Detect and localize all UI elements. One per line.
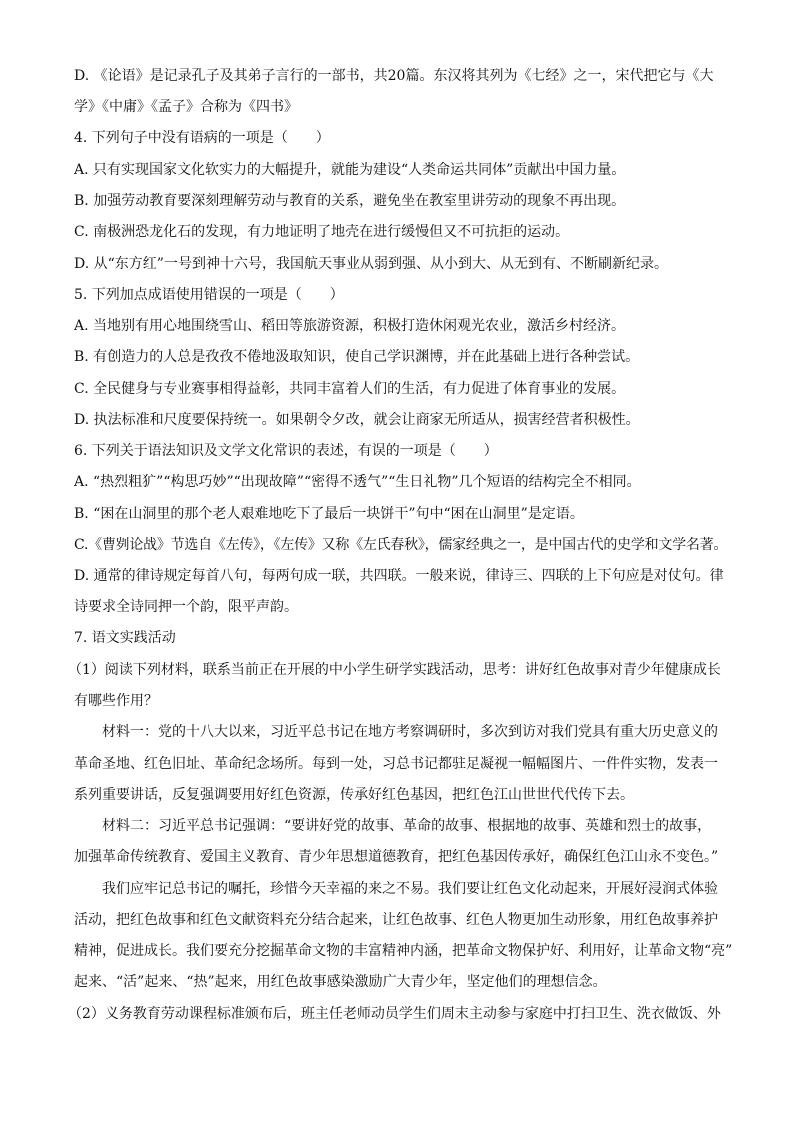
question-6-option-c: C.《曹刿论战》节选自《左传》，《左传》又称《左氏春秋》，儒家经典之一，是中国古代的史学和文学名著。 bbox=[74, 537, 728, 553]
material-2-line2: 加强革命传统教育、爱国主义教育、青少年思想道德教育，把红色基因传承好，确保红色江山永不变色。” bbox=[74, 849, 719, 865]
material-2-line1: 材料二：习近平总书记强调：“要讲好党的故事、革命的故事、根据地的故事、英雄和烈士的故事， bbox=[102, 818, 712, 834]
commentary-line3: 精神，促进成长。我们要充分挖掘革命文物的丰富精神内涵，把革命文物保护好、利用好，让革命文物“亮” bbox=[74, 943, 733, 959]
question-7-part2-line1: （2）义务教育劳动课程标准颁布后，班主任老师动员学生们周末主动参与家庭中打扫卫生、洗衣做饭、外 bbox=[68, 1006, 721, 1022]
commentary-line2: 活动，把红色故事和红色文献资料充分结合起来，让红色故事、红色人物更加生动形象，用红色故事养护 bbox=[74, 912, 718, 928]
option-d-q3-line2: 学》《中庸》《孟子》合称为《四书》 bbox=[74, 99, 298, 115]
question-7-part1-line1: （1）阅读下列材料，联系当前正在开展的中小学生研学实践活动，思考：讲好红色故事对青少年健康成长 bbox=[68, 662, 721, 678]
material-1-line1: 材料一：党的十八大以来，习近平总书记在地方考察调研时，多次到访对我们党具有重大历史意义的 bbox=[102, 724, 718, 740]
question-7-part1-line2: 有哪些作用？ bbox=[74, 693, 158, 709]
option-d-q3-line1: D. 《论语》是记录孔子及其弟子言行的一部书，共20篇。东汉将其列为《七经》之一，宋代把它与《大 bbox=[74, 68, 714, 84]
question-6-option-b: B. “困在山洞里的那个老人艰难地吃下了最后一块饼干”句中“困在山洞里”是定语。 bbox=[74, 506, 584, 522]
question-5-option-d: D. 执法标准和尺度要保持统一。如果朝令夕改，就会让商家无所适从，损害经营者积极性。 bbox=[74, 412, 640, 428]
question-4-stem: 4. 下列句子中没有语病的一项是（ ） bbox=[74, 130, 330, 146]
question-4-option-b: B. 加强劳动教育要深刻理解劳动与教育的关系，避免坐在教室里讲劳动的现象不再出现。 bbox=[74, 193, 626, 209]
commentary-line4: 起来、“活”起来、“热”起来，用红色故事感染激励广大青少年，坚定他们的理想信念。 bbox=[74, 974, 607, 990]
question-6-stem: 6. 下列关于语法知识及文学文化常识的表述，有误的一项是（ ） bbox=[74, 443, 498, 459]
question-5-option-c: C. 全民健身与专业赛事相得益彰，共同丰富着人们的生活，有力促进了体育事业的发展。 bbox=[74, 381, 626, 397]
material-1-line2: 革命圣地、红色旧址、革命纪念场所。每到一处，习总书记都驻足凝视一幅幅图片、一件件实物，发表一 bbox=[74, 756, 718, 772]
question-7-stem: 7. 语文实践活动 bbox=[74, 630, 176, 646]
question-5-stem: 5. 下列加点成语使用错误的一项是（ ） bbox=[74, 287, 344, 303]
question-4-option-d: D. 从“东方红”一号到神十六号，我国航天事业从弱到强、从小到大、从无到有、不断刷新纪录。 bbox=[74, 256, 668, 272]
question-4-option-c: C. 南极洲恐龙化石的发现，有力地证明了地壳在进行缓慢但又不可抗拒的运动。 bbox=[74, 224, 570, 240]
question-5-option-a: A. 当地别有用心地围绕雪山、稻田等旅游资源，积极打造休闲观光农业，激活乡村经济。 bbox=[74, 318, 626, 334]
question-6-option-d-line1: D. 通常的律诗规定每首八句，每两句成一联，共四联。一般来说，律诗三、四联的上下句应是对仗句。律 bbox=[74, 568, 724, 584]
commentary-line1: 我们应牢记总书记的嘱托，珍惜今天幸福的来之不易。我们要让红色文化动起来，开展好浸润式体验 bbox=[102, 881, 718, 897]
question-4-option-a: A. 只有实现国家文化软实力的大幅提升，就能为建设“人类命运共同体”贡献出中国力量。 bbox=[74, 162, 626, 178]
question-6-option-a: A. “热烈粗犷”“构思巧妙”“出现故障”“密得不透气”“生日礼物”几个短语的结构完全不相同。 bbox=[74, 474, 641, 490]
material-1-line3: 系列重要讲话，反复强调要用好红色资源，传承好红色基因，把红色江山世世代代传下去。 bbox=[74, 787, 634, 803]
question-5-option-b: B. 有创造力的人总是孜孜不倦地汲取知识，使自己学识渊博，并在此基础上进行各种尝试。 bbox=[74, 349, 640, 365]
question-6-option-d-line2: 诗要求全诗同押一个韵，限平声韵。 bbox=[74, 599, 298, 615]
